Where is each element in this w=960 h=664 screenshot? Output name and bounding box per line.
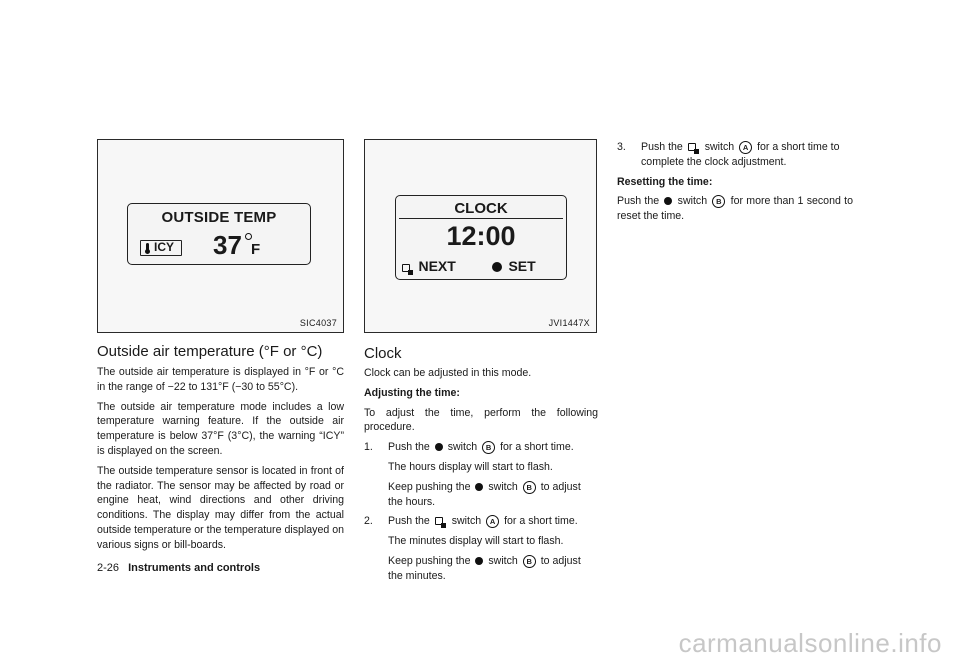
step-text: switch: [488, 554, 518, 567]
paragraph: To adjust the time, perform the following procedure.: [364, 406, 598, 434]
paragraph: The outside air temperature mode includes a low temperature warning feature. If the outside air temperature is below 37°F (3°C), the warning “ICY” is displayed on the screen.: [97, 400, 344, 457]
label-b-icon: B: [523, 481, 536, 494]
outside-temp-display: [127, 203, 311, 265]
set-switch-icon: [475, 557, 483, 565]
step-text: Push the: [641, 141, 683, 153]
section-title: Instruments and controls: [128, 562, 261, 574]
step-text: to adjust the minutes.: [388, 554, 581, 582]
step-2-note: The minutes display will start to flash.: [388, 535, 564, 548]
clock-display: [395, 195, 567, 280]
clock-divider: [399, 218, 563, 219]
step-number: 2.: [364, 515, 373, 528]
step-1: [364, 440, 598, 455]
page-footer: [97, 562, 260, 574]
step-text: for a short time.: [504, 515, 578, 528]
step-number: 1.: [364, 441, 373, 454]
set-switch-icon: [664, 197, 672, 205]
figure-code: JVI1447X: [548, 318, 590, 328]
outside-temp-value: 37: [213, 230, 242, 260]
label-a-icon: A: [486, 515, 499, 528]
icy-badge: [140, 240, 182, 256]
paragraph: The outside temperature sensor is located in front of the radiator. The sensor may be affected by road or engine heat, wind directions and other driving conditions. The display may differ from the actual outside temperature or the temperature displayed on various signs or bill-boards.: [97, 464, 344, 551]
step-text: for a short time to complete the clock adjustment.: [641, 141, 840, 168]
step-1-note: The hours display will start to flash.: [388, 460, 553, 473]
icy-label: ICY: [154, 240, 175, 254]
paragraph: The outside air temperature is displayed in °F or °C in the range of −22 to 131°F (−30 to 55°C).: [97, 366, 344, 393]
label-a-icon: A: [739, 141, 752, 154]
outside-temp-unit: F: [251, 241, 261, 258]
step-text: switch: [488, 480, 518, 493]
step-1-note: [364, 480, 598, 510]
paragraph-reset: [617, 194, 853, 224]
step-text: Push the: [388, 515, 430, 528]
section-heading-outside-temp: Outside air temperature (°F or °C): [97, 343, 323, 360]
step-2-note: [364, 554, 598, 584]
step-text: Push the: [617, 195, 660, 208]
sub-heading-resetting: Resetting the time:: [617, 175, 713, 188]
degree-symbol-icon: [245, 233, 252, 240]
clock-next: [400, 258, 456, 274]
step-number: 3.: [617, 141, 626, 153]
step-text: for more than 1 second to reset the time.: [617, 195, 853, 223]
step-text: switch: [704, 141, 735, 153]
label-b-icon: B: [482, 441, 495, 454]
figure-outside-temp: [97, 139, 344, 333]
label-b-icon: B: [523, 555, 536, 568]
step-text: to adjust the hours.: [388, 480, 581, 508]
label-b-icon: B: [712, 195, 725, 208]
section-heading-clock: Clock: [364, 345, 402, 362]
clock-title: CLOCK: [454, 200, 508, 217]
paragraph: Clock can be adjusted in this mode.: [364, 367, 532, 379]
outside-temp-title: OUTSIDE TEMP: [161, 209, 277, 226]
figure-clock: [364, 139, 597, 333]
figure-code: SIC4037: [299, 318, 337, 328]
clock-set-label: SET: [508, 258, 536, 274]
set-switch-icon: [475, 483, 483, 491]
step-text: switch: [451, 515, 482, 528]
set-switch-icon: [435, 443, 443, 451]
column-left: [97, 342, 344, 558]
sub-heading-adjusting: Adjusting the time:: [364, 386, 460, 399]
step-text: for a short time.: [500, 441, 574, 454]
watermark: carmanualsonline.info: [678, 628, 942, 658]
thermometer-bulb-icon: [145, 249, 150, 254]
next-switch-icon: [435, 517, 443, 525]
clock-next-label: NEXT: [418, 258, 456, 274]
step-text: Keep pushing the: [388, 554, 471, 567]
step-text: switch: [677, 195, 708, 208]
clock-set: [490, 258, 536, 274]
step-3: [617, 140, 853, 170]
step-text: Keep pushing the: [388, 480, 471, 493]
set-switch-icon: [492, 262, 502, 272]
step-text: switch: [447, 441, 478, 454]
page-number: 2-26: [97, 562, 120, 574]
step-text: Push the: [388, 441, 430, 454]
next-switch-icon: [688, 143, 696, 151]
column-middle: [364, 344, 598, 589]
clock-time: 12:00: [446, 221, 516, 251]
next-switch-icon: [402, 264, 410, 272]
column-right: [617, 140, 853, 229]
step-2: [364, 514, 598, 529]
